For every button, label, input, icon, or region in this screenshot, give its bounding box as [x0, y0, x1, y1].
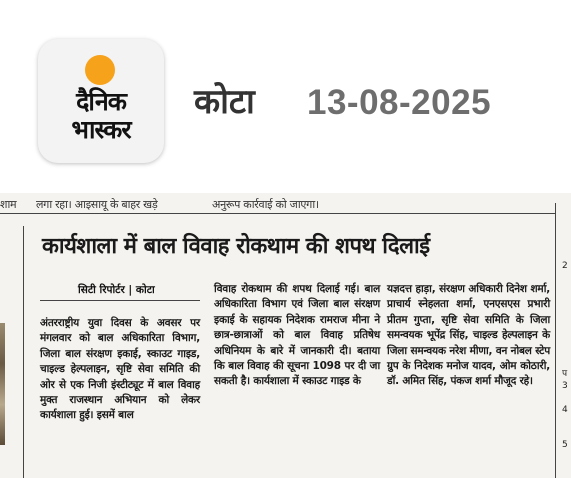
- article-column-1: अंतरराष्ट्रीय युवा दिवस के अवसर पर मंगलवार को बाल अधिकारिता विभाग, जिला बाल संरक्षण इकाई, स्काउट गाइड, चाइल्ड हेल्पलाइन, सृष्टि सेवा समिति की ओर से एक निजी इंस्टीट्यूट में बाल विवाह मुक्त राजस्थान अभियान को लेकर कार्यशाला हुई। इसमें बाल: [40, 317, 200, 422]
- article-column-3: यज्ञदत्त हाड़ा, संरक्षण अधिकारी दिनेश शर्मा, प्राचार्य स्नेहलता शर्मा, एनएसएस प्रभारी प्रीतम गुप्ता, सृष्टि सेवा समिति के जिला समन्वयक भूपेंद्र सिंह, चाइल्ड हेल्पलाइन के जिला समन्वयक नरेश मीणा, वन नोबल स्टेप ग्रुप के निदेशक मनोज यादव, ओम कोठारी, डॉ. अमित सिंह, पंकज शर्मा मौजूद रहे।: [387, 283, 550, 388]
- edition-city: कोटा: [194, 82, 255, 122]
- right-edge-mark: प: [562, 369, 568, 379]
- left-column-rule: [23, 226, 24, 478]
- right-edge-mark: 3: [562, 381, 568, 391]
- previous-story-fragment: शाम: [0, 198, 17, 211]
- right-column-rule: [555, 203, 556, 478]
- previous-story-fragment: अनुरूप कार्रवाई को जाएगा।: [212, 198, 319, 211]
- headline: कार्यशाला में बाल विवाह रोकथाम की शपथ दिलाई: [42, 234, 430, 259]
- edition-date: 13-08-2025: [307, 83, 492, 122]
- right-edge-mark: 5: [562, 440, 568, 450]
- sun-logo-icon: [85, 55, 115, 85]
- right-edge-mark: 2: [562, 261, 568, 271]
- byline-rule: [40, 300, 200, 301]
- newspaper-clipping: [0, 193, 571, 478]
- byline: सिटी रिपोर्टर | कोटा: [78, 284, 155, 296]
- article-column-2: विवाह रोकथाम की शपथ दिलाई गई। बाल अधिकारिता विभाग एवं जिला बाल संरक्षण इकाई के सहायक निदेशक रामराज मीना ने छात्र-छात्राओं को बाल विवाह प्रतिषेध अधिनियम के बारे में जानकारी दी। बताया कि बाल विवाह की सूचना 1098 पर दी जा सकती है। कार्यशाला में स्काउट गाइड के: [214, 283, 380, 388]
- dainik-bhaskar-logo: [38, 39, 164, 163]
- logo-text-line1: दैनिक: [76, 87, 126, 116]
- logo-text-line2: भास्कर: [71, 115, 131, 144]
- top-divider: [0, 213, 555, 214]
- cropped-photo-edge: [0, 323, 5, 445]
- right-edge-mark: 4: [562, 405, 568, 415]
- previous-story-fragment: लगा रहा। आइसायू के बाहर खड़े: [36, 198, 158, 211]
